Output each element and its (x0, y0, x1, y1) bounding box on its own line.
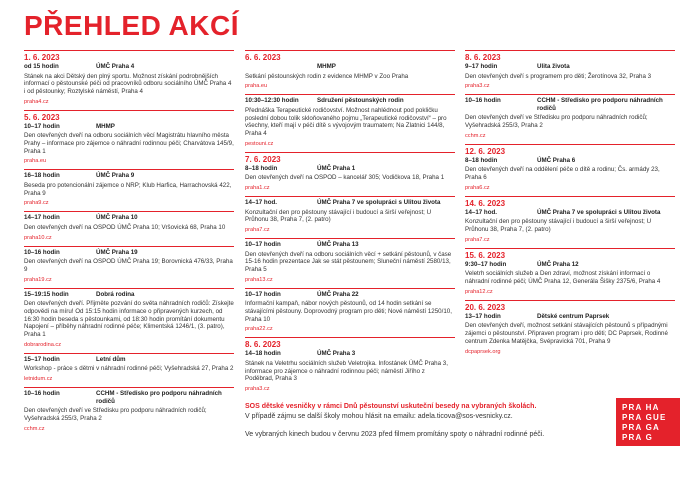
event-website-link[interactable]: praha1.cz (245, 185, 270, 191)
event-header (245, 165, 455, 173)
event-organizer: ÚMČ Praha 3 (317, 350, 356, 358)
event-block (245, 196, 455, 234)
event-time: 15–19:15 hodin (24, 290, 69, 298)
event-description: Den otevřených dveří ve Středisku pro podporu náhradních rodičů; Vyšehradská 255/3, Praha 2 (465, 114, 648, 130)
event-block (24, 246, 234, 284)
event-block (24, 110, 234, 166)
event-time: 16–18 hodin (24, 172, 60, 180)
event-date: 7. 6. 2023 (245, 154, 281, 164)
event-block (245, 94, 455, 147)
footer-highlight: SOS dětské vesničky v rámci Dnů pěstounství uskuteční besedy na vybraných školách. (245, 403, 537, 410)
events-column-3 (465, 50, 675, 360)
event-website-link[interactable]: praha7.cz (245, 227, 270, 233)
event-date: 8. 6. 2023 (465, 53, 501, 62)
event-header (245, 97, 455, 105)
event-time: 10–17 hodin (245, 290, 281, 298)
event-block (465, 144, 675, 192)
event-time: 9–17 hodin (465, 63, 498, 70)
event-header (24, 390, 234, 405)
event-header (465, 97, 675, 112)
event-organizer: Sdružení pěstounských rodin (317, 97, 404, 105)
event-website-link[interactable]: praha3.cz (245, 386, 270, 393)
event-date: 1. 6. 2023 (24, 53, 60, 62)
event-block (24, 387, 234, 433)
event-organizer: ÚMČ Praha 10 (96, 214, 138, 222)
event-description: Workshop - práce s dětmi v náhradní rodinné péči; Vyšehradská 27, Praha 2 (24, 365, 234, 373)
event-block (465, 300, 675, 356)
event-time: 14–17 hod. (245, 199, 277, 206)
event-header (465, 209, 675, 217)
event-organizer: Letní dům (96, 355, 126, 363)
event-time: 14–17 hodin (24, 214, 60, 222)
event-header (24, 249, 234, 257)
event-time: od 15 hodin (24, 63, 59, 70)
event-description: Den otevřených dveří na odboru sociálních věcí Magistrátu hlavního města Prahy – informace pro zájemce o náhradní rodinnou péči; Charvátova 145/9, Praha 1 (24, 132, 234, 155)
event-website-link[interactable]: dobrarodina.cz (24, 341, 62, 348)
event-description: Veletrh sociálních služeb a Den zdraví, možnost získání informací o náhradní rodinné péči; ÚMČ Praha 12, Generála Šišky 2375/6, Praha 4 (465, 270, 661, 286)
event-website-link[interactable]: pestouni.cz (245, 140, 274, 147)
event-description: Den otevřených dveří na odboru sociálních věcí + setkání pěstounů, v čase 15-16 hodin prezentace Jak se stát pěstounem; Sluneční náměstí 2580/13, Praha 5 (245, 250, 452, 273)
events-column-1 (24, 50, 234, 437)
event-organizer: ÚMČ Praha 13 (317, 241, 359, 248)
event-header (24, 356, 234, 364)
event-block (24, 169, 234, 207)
event-header (24, 214, 234, 222)
event-organizer: MHMP (96, 122, 115, 130)
event-description: Informační kampaň, nábor nových pěstounů, od 14 hodin setkání se stávajícími pěstouny. Doprovodný program pro děti; Nové náměstí 1250/10, Praha 10 (245, 300, 452, 323)
event-date: 12. 6. 2023 (465, 146, 506, 156)
event-time: 10–16 hodin (465, 97, 501, 105)
event-description: Den otevřených dveří. Přijměte pozvání do světa náhradních rodičů: Získejte odpovědi na míru! Od 15:15 hodin informace o připravených kurzech, od 16:30 hodin beseda s pěstounkami, od 18:30 hodin promítání dokumentu Napojení – příběhy náhradní rodinné péče; Klimentská 1246/1, (3. patro), Praha 1 (24, 300, 234, 339)
event-organizer: ÚMČ Praha 19 (96, 248, 138, 256)
event-time: 14–17 hod. (465, 208, 497, 216)
event-header (24, 63, 234, 71)
event-block (465, 50, 675, 90)
event-website-link[interactable]: praha.eu (24, 158, 47, 165)
event-block (245, 238, 455, 284)
event-date: 14. 6. 2023 (465, 198, 506, 208)
event-header (465, 261, 675, 269)
event-organizer: ÚMČ Praha 9 (96, 172, 135, 180)
praha-logo (616, 398, 680, 446)
event-description: Konzultační den pro pěstouny stávající i budoucí a širší veřejnost; U Průhonu 38, Praha 7, (2. patro) (465, 218, 652, 234)
event-organizer: ÚMČ Praha 4 (96, 63, 135, 70)
event-organizer: Dobrá rodina (96, 290, 135, 298)
event-website-link[interactable]: praha10.cz (24, 234, 52, 241)
event-header (245, 241, 455, 249)
event-organizer: ÚMČ Praha 7 ve spolupráci s Ulitou života (317, 199, 441, 206)
event-block (245, 50, 455, 90)
event-description: Den otevřených dveří ve Středisku pro podporu náhradních rodičů; Vyšehradská 255/3, Praha 2 (24, 407, 207, 422)
event-header (465, 63, 675, 71)
event-description: Den otevřených dveří na OSPOD ÚMČ Praha 19; Borovnická 476/33, Praha 9 (24, 258, 233, 273)
event-time: 8–18 hodin (245, 164, 278, 172)
event-organizer: ÚMČ Praha 7 ve spolupráci s Ulitou života (537, 208, 661, 216)
event-time: 15–17 hodin (24, 355, 60, 363)
event-block (24, 353, 234, 383)
event-date: 20. 6. 2023 (465, 302, 506, 312)
event-header (245, 199, 455, 207)
page-title: PŘEHLED AKCÍ (24, 10, 239, 41)
event-organizer: Dětské centrum Paprsek (537, 312, 610, 320)
event-website-link[interactable]: praha.eu (245, 83, 268, 90)
event-block (465, 248, 675, 296)
event-website-link[interactable]: praha12.cz (465, 288, 493, 295)
event-description: Konzultační den pro pěstouny stávající i budoucí a širší veřejnost; U Průhonu 38, Praha 7, (2. patro) (245, 208, 432, 224)
event-description: Den otevřených dveří na OSPOD ÚMČ Praha 10; Vršovická 68, Praha 10 (24, 224, 226, 231)
event-organizer: CCHM - Středisko pro podporu náhradních rodičů (96, 390, 222, 405)
event-description: Přednáška Terapeutické rodičovství. Možnost nahlédnout pod pokličku poslední dobou tolik skloňovaného pojmu „Terapeutické rodičovství“ – pro všechny, kteří mají v péči dítě s vývojovým traumatem; Na Zlatnici 144/8, Praha 4 (245, 106, 447, 137)
event-header (24, 172, 234, 180)
event-description: Den otevřených dveří na OSPOD – kancelář 305; Vodičkova 18, Praha 1 (245, 174, 445, 182)
event-time: 9:30–17 hodin (465, 260, 507, 268)
event-header (245, 291, 455, 299)
event-description: Den otevřených dveří na oddělení péče o dítě a rodinu; Čs. armády 23, Praha 6 (465, 166, 660, 182)
event-header (465, 313, 675, 321)
event-website-link[interactable]: praha13.cz (245, 276, 273, 283)
footer-notes (245, 402, 605, 440)
footer-contact: V případě zájmu se další školy mohou hlásit na emailu: adela.ticova@sos-vesnicky.cz. (245, 413, 513, 420)
event-header (465, 157, 675, 165)
event-website-link[interactable]: praha19.cz (24, 276, 52, 283)
event-time: 10–17 hodin (24, 122, 60, 130)
event-website-link[interactable]: praha3.cz (465, 83, 490, 90)
event-block (245, 288, 455, 334)
event-website-link[interactable]: letnidum.cz (24, 376, 53, 383)
event-website-link[interactable]: praha6.cz (465, 184, 490, 191)
event-organizer: ÚMČ Praha 22 (317, 290, 359, 298)
event-block (245, 337, 455, 393)
event-date: 8. 6. 2023 (245, 340, 281, 350)
footer-cinema-note: Ve vybraných kinech budou v červnu 2023 před filmem promítány spoty o náhradní rodinné péči. (245, 431, 545, 438)
event-block (24, 288, 234, 349)
event-organizer: ÚMČ Praha 1 (317, 164, 356, 172)
event-date: 15. 6. 2023 (465, 250, 506, 260)
events-column-2 (245, 50, 455, 397)
event-website-link[interactable]: cchm.cz (24, 425, 45, 432)
event-time: 13–17 hodin (465, 312, 501, 320)
event-description: Stánek na Veletrhu sociálních služeb Veletrojka. Infostánek ÚMČ Praha 3, informace pro zájemce o náhradní rodinnou péči; náměstí Jiřího z Poděbrad, Praha 3 (245, 360, 448, 383)
event-organizer: CCHM - Středisko pro podporu náhradních rodičů (537, 97, 663, 112)
event-block (245, 152, 455, 192)
event-time (245, 63, 317, 71)
event-header (245, 350, 455, 358)
logo-line: PRA GA (622, 423, 661, 432)
event-block (465, 196, 675, 244)
event-header (24, 123, 234, 131)
event-website-link[interactable]: cchm.cz (465, 132, 486, 139)
event-website-link[interactable]: praha22.cz (245, 326, 273, 333)
event-header (24, 291, 234, 299)
event-website-link[interactable]: praha4.cz (24, 98, 49, 105)
event-block (465, 94, 675, 140)
event-block (24, 50, 234, 106)
event-header (245, 63, 455, 71)
event-website-link[interactable]: praha9.cz (24, 200, 49, 207)
event-website-link[interactable]: praha7.cz (465, 236, 490, 243)
event-time: 14–18 hodin (245, 350, 281, 358)
event-time: 10–17 hodin (245, 241, 281, 248)
event-organizer: ÚMČ Praha 12 (537, 260, 579, 268)
event-block (24, 211, 234, 241)
event-time: 8–18 hodin (465, 156, 498, 164)
event-organizer: MHMP (317, 63, 336, 70)
event-description: Den otevřených dveří, možnost setkání stávajících pěstounů s případnými zájemci o pěstounství. Připraven program i pro děti; DC Paprsek, Rodinné centrum Zdenka Matějčka, Svépravická 701, Praha 9 (465, 322, 668, 345)
logo-line: PRA GUE (622, 413, 667, 422)
event-description: Setkání pěstounských rodin z evidence MHMP v Zoo Praha (245, 72, 409, 80)
event-time: 10:30–12:30 hodin (245, 97, 299, 105)
event-time: 10–16 hodin (24, 390, 60, 398)
logo-line: PRA G (622, 433, 654, 442)
event-date: 6. 6. 2023 (245, 53, 281, 62)
event-time: 10–16 hodin (24, 248, 60, 256)
event-website-link[interactable]: dcpaprsek.org (465, 348, 501, 355)
event-organizer: ÚMČ Praha 6 (537, 156, 576, 164)
event-organizer: Ulita života (537, 63, 570, 70)
event-description: Stánek na akci Dětský den plný sportu. Možnost získání podrobnějších informací o pěstounské péči od pracovníků odboru sociálního ÚMČ Praha 4 i od pěstounky; Roztylské náměstí, Praha 4 (24, 72, 232, 95)
event-date: 5. 6. 2023 (24, 112, 60, 122)
event-description: Beseda pro potencionální zájemce o NRP; Klub Harfica, Harrachovská 422, Praha 9 (24, 182, 232, 197)
logo-line: PRA HA (622, 403, 660, 412)
event-description: Den otevřených dveří s programem pro děti; Žerotínova 32, Praha 3 (465, 72, 652, 80)
